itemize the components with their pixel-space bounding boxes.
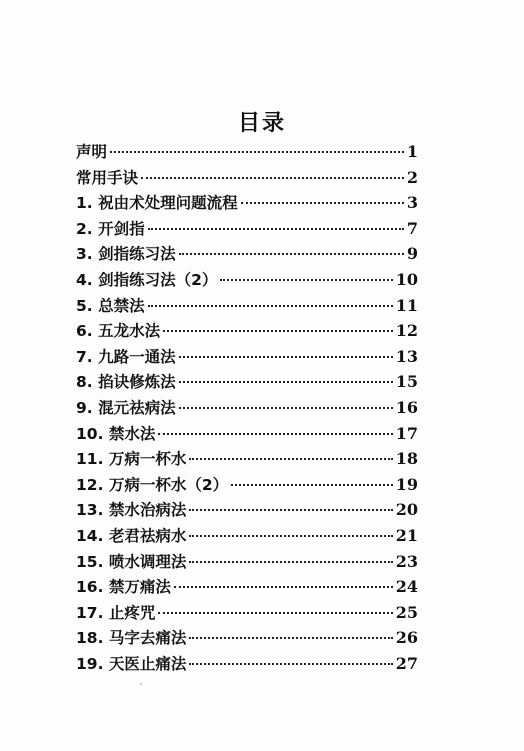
toc-entry-label: 1. 祝由术处理问题流程 <box>76 194 238 213</box>
toc-entry-label: 3. 剑指练习法 <box>76 245 176 264</box>
toc-entry-page-number: 9 <box>406 244 418 264</box>
toc-entry-page-number: 3 <box>406 193 418 213</box>
toc-entry <box>76 421 418 447</box>
toc-entry <box>76 574 418 600</box>
toc-entry-page-number: 26 <box>395 628 418 648</box>
toc-entry-label: 17. 止疼咒 <box>76 603 156 622</box>
dot-leader <box>231 483 393 486</box>
dot-leader <box>179 380 393 383</box>
toc-list <box>76 139 418 676</box>
toc-entry-page-number: 12 <box>395 321 418 341</box>
toc-entry-label: 8. 掐诀修炼法 <box>76 373 176 392</box>
dot-leader <box>158 611 392 614</box>
toc-entry-label: 18. 马字去痛法 <box>76 629 187 648</box>
toc-entry <box>76 344 418 370</box>
toc-entry-label: 11. 万病一杯水 <box>76 450 187 469</box>
dot-leader <box>189 534 392 537</box>
dot-leader <box>174 585 393 588</box>
dot-leader <box>220 278 392 281</box>
dot-leader <box>189 508 392 511</box>
dot-leader <box>179 252 404 255</box>
toc-entry-label: 16. 禁万痛法 <box>76 578 171 597</box>
toc-entry <box>76 369 418 395</box>
dot-leader <box>189 560 392 563</box>
toc-entry-page-number: 19 <box>395 474 418 494</box>
toc-entry <box>76 139 418 165</box>
toc-entry <box>76 446 418 472</box>
toc-entry-label: 15. 喷水调理法 <box>76 552 187 571</box>
toc-entry-page-number: 11 <box>395 295 418 315</box>
toc-entry-page-number: 17 <box>395 423 418 443</box>
toc-entry <box>76 165 418 191</box>
toc-entry-label: 9. 混元祛病法 <box>76 398 176 417</box>
toc-entry-label: 4. 剑指练习法（2） <box>76 270 218 289</box>
dot-leader <box>163 329 393 332</box>
toc-entry-label: 10. 禁水法 <box>76 424 156 443</box>
dot-leader <box>189 457 392 460</box>
toc-entry-label: 19. 天医止痛法 <box>76 654 187 673</box>
toc-entry <box>76 523 418 549</box>
toc-entry-label: 12. 万病一杯水（2） <box>76 475 229 494</box>
toc-entry-page-number: 2 <box>406 167 418 187</box>
toc-title: 目录 <box>237 111 286 136</box>
toc-entry <box>76 293 418 319</box>
toc-entry-page-number: 16 <box>395 397 418 417</box>
toc-entry-label: 声明 <box>76 143 108 161</box>
toc-entry <box>76 318 418 344</box>
toc-entry <box>76 395 418 421</box>
toc-entry <box>76 549 418 575</box>
dot-leader <box>189 636 392 639</box>
dot-leader <box>241 201 404 204</box>
toc-entry-label: 6. 五龙水法 <box>76 322 161 341</box>
toc-entry-label: 5. 总禁法 <box>76 296 145 315</box>
toc-entry <box>76 600 418 626</box>
paper-speck <box>140 683 142 685</box>
toc-entry-label: 14. 老君祛病水 <box>76 526 187 545</box>
toc-entry-page-number: 15 <box>395 372 418 392</box>
toc-entry <box>76 267 418 293</box>
toc-entry-page-number: 10 <box>395 269 418 289</box>
dot-leader <box>148 227 404 230</box>
dot-leader <box>189 662 392 665</box>
toc-entry-page-number: 18 <box>395 449 418 469</box>
dot-leader <box>141 176 404 179</box>
toc-entry-label: 2. 开剑指 <box>76 219 145 238</box>
toc-entry-page-number: 7 <box>406 218 418 238</box>
toc-entry-page-number: 20 <box>395 500 418 520</box>
dot-leader <box>110 150 404 153</box>
toc-entry-page-number: 1 <box>406 142 418 161</box>
toc-entry-page-number: 23 <box>395 551 418 571</box>
toc-entry-page-number: 25 <box>395 602 418 622</box>
dot-leader <box>179 355 393 358</box>
toc-entry-page-number: 27 <box>395 653 418 673</box>
toc-entry <box>76 472 418 498</box>
toc-entry <box>76 241 418 267</box>
toc-entry-label: 13. 禁水治病法 <box>76 501 187 520</box>
dot-leader <box>148 304 393 307</box>
toc-entry-label: 7. 九路一通法 <box>76 347 176 366</box>
dot-leader <box>158 432 392 435</box>
toc-entry <box>76 216 418 242</box>
toc-entry <box>76 625 418 651</box>
toc-entry <box>76 190 418 216</box>
dot-leader <box>179 406 393 409</box>
toc-entry-page-number: 21 <box>395 525 418 545</box>
toc-entry <box>76 497 418 523</box>
toc-entry-page-number: 13 <box>395 346 418 366</box>
toc-entry-label: 常用手诀 <box>76 168 139 187</box>
toc-entry <box>76 651 418 677</box>
toc-entry-page-number: 24 <box>395 577 418 597</box>
